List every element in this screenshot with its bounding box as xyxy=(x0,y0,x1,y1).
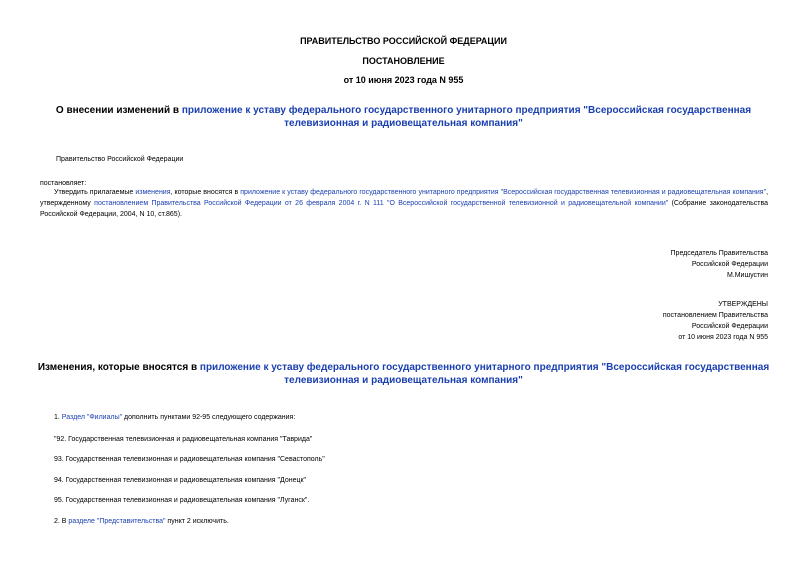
p1-link-resolution-111[interactable]: постановлением Правительства Российской Федерации от 26 февраля 2004 г. N 111 "О Всероссийской государственной телевизионной и радиовещательной компании" xyxy=(94,200,669,207)
item-2 xyxy=(54,516,229,527)
p1-link-charter-appendix[interactable]: приложение к уставу федерального государственного унитарного предприятия "Всероссийская государственная телевизионная и радиовещательная компания" xyxy=(240,189,767,196)
item-2-rest: пункт 2 исключить. xyxy=(165,518,229,525)
document-title xyxy=(40,104,767,130)
intro-text: Правительство Российской Федерации xyxy=(56,156,184,163)
p1-text-b: , которые вносятся в xyxy=(170,189,241,196)
item-1 xyxy=(54,412,295,423)
item-1-rest: дополнить пунктами 92-95 следующего содержания: xyxy=(122,414,296,421)
item-1-link-branches[interactable]: Раздел "Филиалы" xyxy=(61,414,123,421)
doc-type-heading: ПОСТАНОВЛЕНИЕ xyxy=(362,56,445,66)
approved-line-2: постановлением Правительства xyxy=(662,312,768,319)
p1-text-d: (Собрание законодательства Российской Федерации, 2004, N 10, ст.865). xyxy=(40,200,768,218)
changes-title xyxy=(30,361,777,387)
decree-text: постановляет: xyxy=(40,180,87,187)
title-prefix: О внесении изменений в xyxy=(55,105,182,116)
item-93: 93. Государственная телевизионная и радиовещательная компания "Севастополь" xyxy=(54,456,325,463)
p1-text-a: Утвердить прилагаемые xyxy=(54,189,136,196)
signature-line-2: Российской Федерации xyxy=(691,261,768,268)
item-95: 95. Государственная телевизионная и радиовещательная компания "Луганск". xyxy=(54,497,310,504)
item-1-num: 1. xyxy=(54,414,62,421)
title-link[interactable]: приложение к уставу федерального государственного унитарного предприятия "Всероссийская государственная телевизионная и радиовещательная компания" xyxy=(181,105,752,129)
p1-link-changes[interactable]: изменения xyxy=(135,189,171,196)
approved-line-1: УТВЕРЖДЕНЫ xyxy=(718,301,768,308)
approved-line-4: от 10 июня 2023 года N 955 xyxy=(678,334,768,341)
p1-text-c: , утвержденному xyxy=(40,189,769,207)
signature-block xyxy=(500,248,768,281)
item-2-link-representations[interactable]: разделе "Представительства" xyxy=(68,518,166,525)
signature-line-1: Председатель Правительства xyxy=(670,250,768,257)
decree-paragraph xyxy=(40,187,768,220)
changes-title-link[interactable]: приложение к уставу федерального государственного унитарного предприятия "Всероссийская государственная телевизионная и радиовещательная компания" xyxy=(199,362,770,386)
item-92: "92. Государственная телевизионная и радиовещательная компания "Таврида" xyxy=(54,436,313,443)
item-2-num: 2. В xyxy=(54,518,69,525)
approved-block xyxy=(500,299,768,343)
approved-line-3: Российской Федерации xyxy=(691,323,768,330)
item-94: 94. Государственная телевизионная и радиовещательная компания "Донецк" xyxy=(54,477,307,484)
signature-line-3: М.Мишустин xyxy=(726,272,768,279)
date-number-heading: от 10 июня 2023 года N 955 xyxy=(343,75,464,85)
org-heading: ПРАВИТЕЛЬСТВО РОССИЙСКОЙ ФЕДЕРАЦИИ xyxy=(300,36,507,46)
changes-title-prefix: Изменения, которые вносятся в xyxy=(37,362,200,373)
